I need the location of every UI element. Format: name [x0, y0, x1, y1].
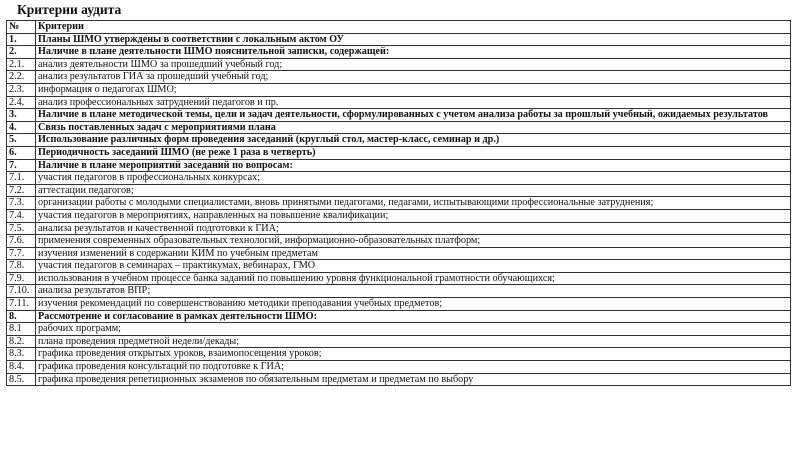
table-row — [7, 109, 791, 122]
table-row — [7, 209, 791, 222]
audit-criteria-table — [6, 20, 791, 386]
row-criterion-text: участия педагогов в семинарах – практикумах, вебинарах, ГМО — [36, 260, 791, 273]
row-number: 7.5. — [7, 222, 36, 235]
table-row — [7, 121, 791, 134]
table-row — [7, 373, 791, 386]
row-number: 7.2. — [7, 184, 36, 197]
table-row — [7, 46, 791, 59]
table-row — [7, 197, 791, 210]
row-criterion-text: Периодичность заседаний ШМО (не реже 1 раза в четверть) — [36, 146, 791, 159]
table-row — [7, 361, 791, 374]
table-row — [7, 222, 791, 235]
table-row — [7, 172, 791, 185]
row-criterion-text: анализ профессиональных затруднений педагогов и пр. — [36, 96, 791, 109]
row-criterion-text: участия педагогов в мероприятиях, направленных на повышение квалификации; — [36, 209, 791, 222]
row-criterion-text: Планы ШМО утверждены в соответствии с локальным актом ОУ — [36, 33, 791, 46]
row-number: 7.1. — [7, 172, 36, 185]
row-criterion-text: Наличие в плане мероприятий заседаний по вопросам: — [36, 159, 791, 172]
row-criterion-text: использования в учебном процессе банка заданий по повышению уровня функциональной грамотности обучающихся; — [36, 272, 791, 285]
row-number: 8. — [7, 310, 36, 323]
table-row — [7, 310, 791, 323]
row-criterion-text: Связь поставленных задач с мероприятиями плана — [36, 121, 791, 134]
row-number: 2.3. — [7, 83, 36, 96]
row-criterion-text: Наличие в плане методической темы, цели и задач деятельности, сформулированных с учетом анализа работы за прошлый учебный, ожидаемых результатов — [36, 109, 791, 122]
row-criterion-text: аттестации педагогов; — [36, 184, 791, 197]
table-row — [7, 285, 791, 298]
row-number: 7.6. — [7, 235, 36, 248]
row-number: 8.1 — [7, 323, 36, 336]
row-criterion-text: организации работы с молодыми специалистами, вновь принятыми педагогами, педагами, испытывающими профессиональные затруднения; — [36, 197, 791, 210]
row-number: 7.11. — [7, 298, 36, 311]
row-number: 8.3. — [7, 348, 36, 361]
document-title: Критерии аудита — [17, 2, 122, 17]
row-criterion-text: Рассмотрение и согласование в рамках деятельности ШМО: — [36, 310, 791, 323]
table-row — [7, 96, 791, 109]
table-row — [7, 58, 791, 71]
table-row — [7, 71, 791, 84]
row-number: 8.2. — [7, 335, 36, 348]
row-number: 2. — [7, 46, 36, 59]
row-number: 2.1. — [7, 58, 36, 71]
table-row — [7, 83, 791, 96]
header-number: № — [7, 21, 36, 34]
table-row — [7, 272, 791, 285]
row-criterion-text: участия педагогов в профессиональных конкурсах; — [36, 172, 791, 185]
row-criterion-text: графика проведения репетиционных экзаменов по обязательным предметам и предметам по выбору — [36, 373, 791, 386]
row-number: 7.3. — [7, 197, 36, 210]
table-row — [7, 184, 791, 197]
table-row — [7, 348, 791, 361]
row-number: 7.7. — [7, 247, 36, 260]
row-criterion-text: анализ деятельности ШМО за прошедший учебный год; — [36, 58, 791, 71]
row-number: 7.8. — [7, 260, 36, 273]
row-number: 8.4. — [7, 361, 36, 374]
row-number: 7.10. — [7, 285, 36, 298]
table-row — [7, 159, 791, 172]
row-number: 7.4. — [7, 209, 36, 222]
row-number: 2.4. — [7, 96, 36, 109]
row-number: 4. — [7, 121, 36, 134]
row-criterion-text: Наличие в плане деятельности ШМО пояснительной записки, содержащей: — [36, 46, 791, 59]
table-row — [7, 298, 791, 311]
row-number: 7. — [7, 159, 36, 172]
table-row — [7, 146, 791, 159]
row-number: 1. — [7, 33, 36, 46]
table-row — [7, 335, 791, 348]
row-criterion-text: применения современных образовательных технологий, информационно-образовательных платформ; — [36, 235, 791, 248]
row-criterion-text: информация о педагогах ШМО; — [36, 83, 791, 96]
row-criterion-text: анализа результатов ВПР; — [36, 285, 791, 298]
table-row — [7, 235, 791, 248]
header-criteria: Критерии — [36, 21, 791, 34]
row-number: 6. — [7, 146, 36, 159]
row-criterion-text: графика проведения открытых уроков, взаимопосещения уроков; — [36, 348, 791, 361]
row-criterion-text: анализа результатов и качественной подготовки к ГИА; — [36, 222, 791, 235]
row-criterion-text: графика проведения консультаций по подготовке к ГИА; — [36, 361, 791, 374]
row-criterion-text: рабочих программ; — [36, 323, 791, 336]
row-number: 8.5. — [7, 373, 36, 386]
row-criterion-text: анализ результатов ГИА за прошедший учебный год; — [36, 71, 791, 84]
table-header-row — [7, 21, 791, 34]
row-criterion-text: изучения изменений в содержании КИМ по учебным предметам — [36, 247, 791, 260]
row-number: 5. — [7, 134, 36, 147]
table-row — [7, 323, 791, 336]
row-criterion-text: плана проведения предметной недели/декады; — [36, 335, 791, 348]
table-row — [7, 134, 791, 147]
row-criterion-text: изучения рекомендаций по совершенствованию методики преподавания учебных предметов; — [36, 298, 791, 311]
row-criterion-text: Использование различных форм проведения заседаний (круглый стол, мастер-класс, семинар и др.) — [36, 134, 791, 147]
table-row — [7, 33, 791, 46]
table-row — [7, 260, 791, 273]
table-row — [7, 247, 791, 260]
row-number: 3. — [7, 109, 36, 122]
row-number: 2.2. — [7, 71, 36, 84]
row-number: 7.9. — [7, 272, 36, 285]
